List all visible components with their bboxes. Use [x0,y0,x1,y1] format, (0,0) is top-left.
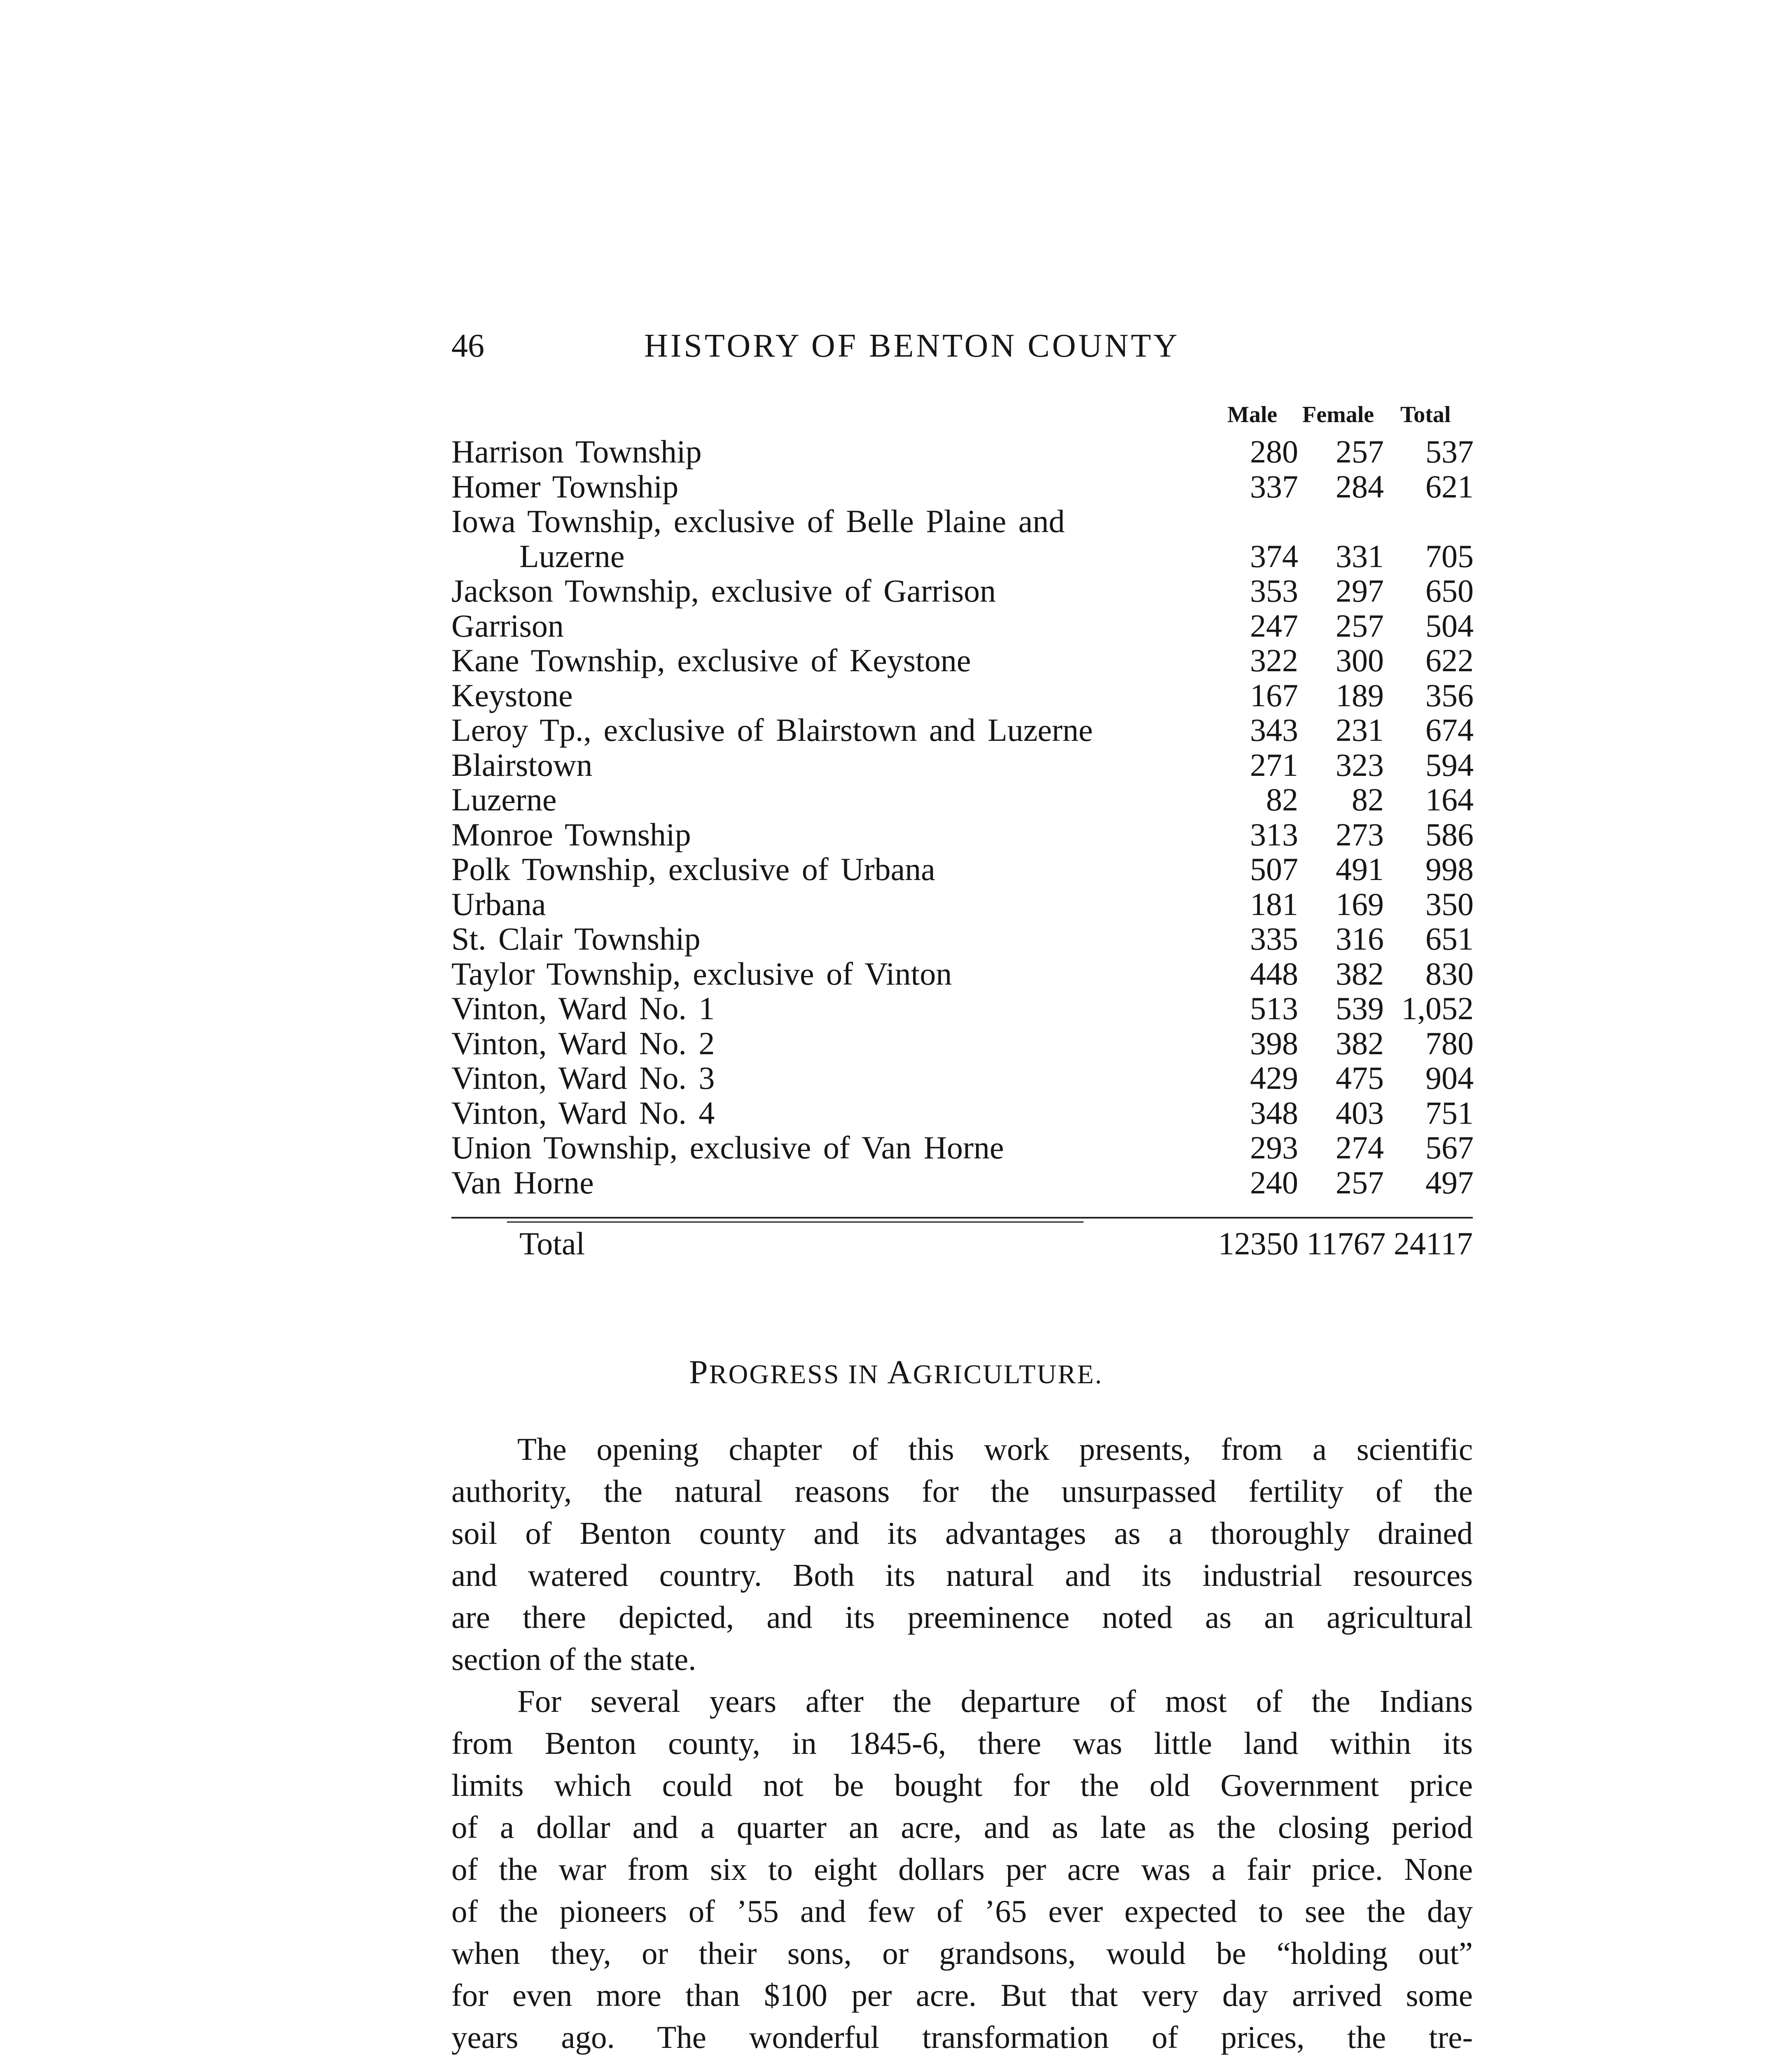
row-total: 586 [1425,816,1474,852]
row-total: 594 [1425,747,1474,783]
row-total: 780 [1425,1025,1474,1061]
row-female: 403 [1336,1095,1384,1131]
row-name: Leroy Tp., exclusive of Blairstown and Luzerne [451,712,1093,748]
row-name: Union Township, exclusive of Van Horne [451,1130,1004,1165]
row-female: 82 [1352,782,1384,817]
heading-cap-a: A [887,1353,913,1391]
table-row [451,609,1473,644]
row-male: 167 [1250,677,1298,713]
row-male: 322 [1250,642,1298,678]
row-female: 300 [1336,642,1384,678]
row-total: 904 [1425,1060,1474,1096]
row-name: Vinton, Ward No. 1 [451,990,715,1026]
heading-text-2: GRICULTURE. [913,1359,1103,1389]
row-name: Keystone [451,677,573,713]
row-total: 830 [1425,955,1474,992]
body-text [451,1428,1473,2059]
row-name: Jackson Township, exclusive of Garrison [451,573,996,609]
row-male: 429 [1250,1060,1298,1096]
row-name: Homer Township [451,468,679,504]
row-male: 343 [1250,712,1298,748]
table-row [451,852,1473,887]
row-name: Vinton, Ward No. 4 [451,1095,715,1131]
row-female: 539 [1336,990,1384,1026]
row-male: 313 [1250,816,1298,852]
text-line: of the pioneers of ’55 and few of ’65 ever expected to see the day [451,1893,1473,1929]
row-female: 231 [1336,712,1384,748]
text-line: limits which could not be bought for the old Government price [451,1767,1473,1803]
row-male: 335 [1250,921,1298,957]
table-row [451,434,1473,469]
row-total: 622 [1425,642,1474,678]
text-line: and watered country. Both its natural and its industrial resources [451,1557,1473,1593]
row-total: 497 [1425,1164,1474,1200]
table-row [451,539,1473,574]
running-title: HISTORY OF BENTON COUNTY [644,328,1180,364]
table-row [451,782,1473,817]
row-name: Kane Township, exclusive of Keystone [451,642,971,678]
table-row [451,504,1473,539]
row-male: 348 [1250,1095,1298,1131]
row-male: 240 [1250,1164,1298,1200]
row-name: Garrison [451,607,564,644]
row-female: 316 [1336,921,1384,957]
table-row [451,469,1473,504]
row-total: 1,052 [1401,990,1474,1026]
heading-text-1: ROGRESS IN [709,1359,888,1389]
column-header-male: Male [1227,402,1278,427]
table-row [451,1061,1473,1096]
row-female: 382 [1336,1025,1384,1061]
row-total: 674 [1425,712,1474,748]
paragraph [451,1680,1473,2059]
table-row [451,1130,1473,1165]
row-female: 491 [1336,851,1384,887]
row-total: 751 [1425,1095,1474,1131]
row-female: 323 [1336,747,1384,783]
row-total: 651 [1425,921,1474,957]
text-line: for even more than $100 per acre. But that very day arrived some [451,1977,1473,2013]
row-name: Van Horne [451,1164,594,1200]
row-name: Taylor Township, exclusive of Vinton [451,955,952,992]
row-name: Harrison Township [451,434,702,469]
text-line: years ago. The wonderful transformation of prices, the tre- [451,2019,1473,2055]
table-row [451,713,1473,748]
row-male: 280 [1250,434,1298,469]
total-row [451,1225,1473,1262]
paragraph [451,1428,1473,1680]
row-total: 504 [1425,607,1474,644]
row-female: 382 [1336,955,1384,992]
table-row [451,1165,1473,1200]
row-total: 350 [1425,886,1474,922]
row-name: Luzerne [451,782,557,817]
row-female: 257 [1336,607,1384,644]
row-male: 337 [1250,468,1298,504]
row-name: Luzerne [519,538,625,574]
text-line: of the war from six to eight dollars per acre was a fair price. None [451,1851,1473,1887]
text-line: of a dollar and a quarter an acre, and as late as the closing period [451,1809,1473,1845]
row-female: 475 [1336,1060,1384,1096]
heading-cap-p: P [689,1353,709,1391]
row-total: 705 [1425,538,1474,574]
text-line: authority, the natural reasons for the unsurpassed fertility of the [451,1473,1473,1509]
row-male: 271 [1250,747,1298,783]
row-male: 398 [1250,1025,1298,1061]
row-name: Polk Township, exclusive of Urbana [451,851,935,887]
table-row [451,991,1473,1026]
row-female: 169 [1336,886,1384,922]
total-underline [507,1221,1084,1223]
table-body [451,434,1473,1200]
row-female: 257 [1336,434,1384,469]
text-line: soil of Benton county and its advantages as a thoroughly drained [451,1515,1473,1551]
row-female: 331 [1336,538,1384,574]
row-male: 374 [1250,538,1298,574]
row-male: 513 [1250,990,1298,1026]
total-values: 12350 11767 24117 [1218,1226,1473,1261]
column-header-female: Female [1302,402,1374,427]
row-name: Iowa Township, exclusive of Belle Plaine and [451,503,1065,539]
table-row [451,748,1473,783]
row-name: Vinton, Ward No. 2 [451,1025,715,1061]
row-male: 507 [1250,851,1298,887]
text-line: section of the state. [451,1641,696,1677]
row-name: Blairstown [451,747,593,783]
total-label: Total [519,1226,585,1261]
text-line: from Benton county, in 1845-6, there was little land within its [451,1725,1473,1761]
row-male: 293 [1250,1130,1298,1165]
row-male: 247 [1250,607,1298,644]
row-total: 356 [1425,677,1474,713]
table-row [451,922,1473,957]
row-total: 164 [1425,782,1474,817]
row-total: 567 [1425,1130,1474,1165]
column-header-total: Total [1400,402,1451,427]
row-name: St. Clair Township [451,921,701,957]
total-rule [451,1217,1473,1219]
row-male: 353 [1250,573,1298,609]
text-line: are there depicted, and its preeminence noted as an agricultural [451,1599,1473,1635]
table-row [451,957,1473,992]
row-female: 273 [1336,816,1384,852]
row-name: Monroe Township [451,816,691,852]
text-line: The opening chapter of this work presents, from a scientific [517,1431,1473,1467]
text-line: For several years after the departure of most of the Indians [517,1683,1473,1719]
row-male: 448 [1250,955,1298,992]
row-total: 537 [1425,434,1474,469]
page-number: 46 [451,328,484,364]
table-row [451,817,1473,852]
row-female: 257 [1336,1164,1384,1200]
table-row [451,574,1473,609]
row-female: 297 [1336,573,1384,609]
table-row [451,887,1473,922]
row-female: 284 [1336,468,1384,504]
row-name: Vinton, Ward No. 3 [451,1060,715,1096]
text-line: when they, or their sons, or grandsons, would be “holding out” [451,1935,1473,1971]
row-female: 274 [1336,1130,1384,1165]
row-total: 998 [1425,851,1474,887]
page-header [451,327,1473,373]
row-male: 82 [1266,782,1298,817]
table-row [451,1026,1473,1061]
row-male: 181 [1250,886,1298,922]
row-female: 189 [1336,677,1384,713]
table-row [451,643,1473,678]
table-row [451,678,1473,713]
row-total: 621 [1425,468,1474,504]
section-heading [0,1353,1792,1391]
table-row [451,1096,1473,1131]
row-name: Urbana [451,886,546,922]
row-total: 650 [1425,573,1474,609]
